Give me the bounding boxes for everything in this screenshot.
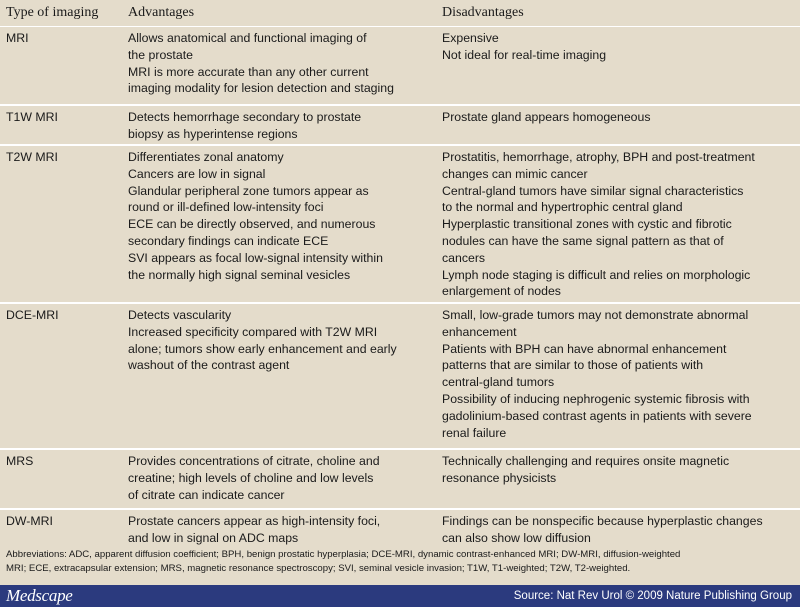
cell-line: Prostatitis, hemorrhage, atrophy, BPH and post-treatment — [442, 150, 755, 164]
cell-line: Differentiates zonal anatomy — [128, 150, 284, 164]
cell-advantages — [122, 106, 436, 144]
cell-line: imaging modality for lesion detection and staging — [128, 81, 394, 96]
table-row — [0, 304, 800, 450]
cell-line: Detects vascularity — [128, 308, 232, 322]
cell-line: can also show low diffusion — [442, 530, 591, 545]
cell-line: Possibility of inducing nephrogenic systemic fibrosis with — [442, 391, 750, 406]
cell-line: to the normal and hypertrophic central gland — [442, 200, 683, 215]
cell-line: Glandular peripheral zone tumors appear as — [128, 183, 369, 198]
cell-line: enlargement of nodes — [442, 284, 561, 299]
cell-line: of citrate can indicate cancer — [128, 487, 285, 502]
cell-line: Cancers are low in signal — [128, 166, 266, 181]
cell-line: the normally high signal seminal vesicles — [128, 267, 351, 282]
cell-imaging-type: T1W MRI — [6, 110, 58, 124]
cell-advantages — [122, 27, 436, 104]
cell-advantages — [122, 304, 436, 448]
cell-imaging-type: DW-MRI — [6, 514, 53, 528]
cell-imaging-type: DCE-MRI — [6, 308, 59, 322]
header-disadvantages: Disadvantages — [442, 5, 524, 20]
cell-advantages — [122, 510, 436, 548]
medscape-logo[interactable]: Medscape — [6, 586, 73, 605]
cell-line: Central-gland tumors have similar signal characteristics — [442, 183, 744, 198]
cell-line: Hyperplastic transitional zones with cystic and fibrotic — [442, 217, 732, 232]
cell-imaging-type: MRI — [6, 31, 29, 45]
cell-line: SVI appears as focal low-signal intensity within — [128, 250, 383, 265]
cell-disadvantages — [436, 510, 800, 548]
cell-line: Allows anatomical and functional imaging of — [128, 31, 367, 45]
cell-line: Patients with BPH can have abnormal enhancement — [442, 341, 727, 356]
cell-line: Provides concentrations of citrate, choline and — [128, 454, 380, 468]
cell-disadvantages — [436, 304, 800, 448]
cell-line: changes can mimic cancer — [442, 166, 588, 181]
table-row — [0, 27, 800, 106]
cell-line: and low in signal on ADC maps — [128, 530, 299, 545]
source-credit: Source: Nat Rev Urol © 2009 Nature Publishing Group — [513, 590, 792, 602]
abbreviations-footnote — [0, 545, 800, 585]
cell-advantages — [122, 146, 436, 302]
header-advantages: Advantages — [128, 5, 195, 20]
cell-line: alone; tumors show early enhancement and early — [128, 341, 397, 356]
cell-line: Expensive — [442, 31, 499, 45]
cell-line: Lymph node staging is difficult and relies on morphologic — [442, 267, 751, 282]
cell-line: central-gland tumors — [442, 375, 555, 390]
cell-line: MRI is more accurate than any other current — [128, 64, 369, 79]
table-row — [0, 106, 800, 146]
cell-disadvantages — [436, 106, 800, 144]
cell-line: nodules can have the same signal pattern as that of — [442, 233, 724, 248]
cell-imaging-type: MRS — [6, 454, 34, 468]
cell-line: patterns that are similar to those of patients with — [442, 358, 704, 373]
cell-disadvantages — [436, 146, 800, 302]
table-row — [0, 510, 800, 550]
cell-line: cancers — [442, 250, 486, 265]
table-row — [0, 146, 800, 304]
cell-advantages — [122, 450, 436, 508]
cell-line: washout of the contrast agent — [128, 358, 290, 373]
cell-line: secondary findings can indicate ECE — [128, 233, 329, 248]
cell-line: Increased specificity compared with T2W MRI — [128, 324, 378, 339]
cell-line: Small, low-grade tumors may not demonstrate abnormal — [442, 308, 749, 322]
cell-line: ECE can be directly observed, and numerous — [128, 217, 376, 232]
cell-line: resonance physicists — [442, 470, 557, 485]
cell-line: Detects hemorrhage secondary to prostate — [128, 110, 362, 124]
cell-line: Prostate gland appears homogeneous — [442, 110, 651, 124]
cell-line: the prostate — [128, 47, 193, 62]
cell-line: round or ill-defined low-intensity foci — [128, 200, 324, 215]
header-type: Type of imaging — [6, 5, 99, 20]
footnote-line: MRI; ECE, extracapsular extension; MRS, magnetic resonance spectroscopy; SVI, seminal vesicle invasion; T1W, T1-weighted; T2W, T2-weighted. — [6, 563, 631, 574]
cell-line: creatine; high levels of choline and low levels — [128, 470, 374, 485]
cell-line: Prostate cancers appear as high-intensity foci, — [128, 514, 381, 528]
cell-disadvantages — [436, 27, 800, 104]
cell-line: Findings can be nonspecific because hyperplastic changes — [442, 514, 763, 528]
table-body — [0, 27, 800, 550]
table-row — [0, 450, 800, 510]
cell-line: enhancement — [442, 324, 517, 339]
footer-bar — [0, 585, 800, 607]
cell-line: gadolinium-based contrast agents in patients with severe — [442, 408, 752, 423]
cell-disadvantages — [436, 450, 800, 508]
cell-line: Technically challenging and requires onsite magnetic — [442, 454, 730, 468]
footnote-line: Abbreviations: ADC, apparent diffusion coefficient; BPH, benign prostatic hyperplasia; DCE-MRI, dynamic contrast-enhanced MRI; DW-MRI, diffusion-weighted — [6, 549, 681, 560]
cell-imaging-type: T2W MRI — [6, 150, 58, 164]
cell-line: Not ideal for real-time imaging — [442, 47, 607, 62]
cell-line: renal failure — [442, 425, 507, 440]
table-header — [0, 0, 800, 27]
cell-line: biopsy as hyperintense regions — [128, 126, 298, 141]
